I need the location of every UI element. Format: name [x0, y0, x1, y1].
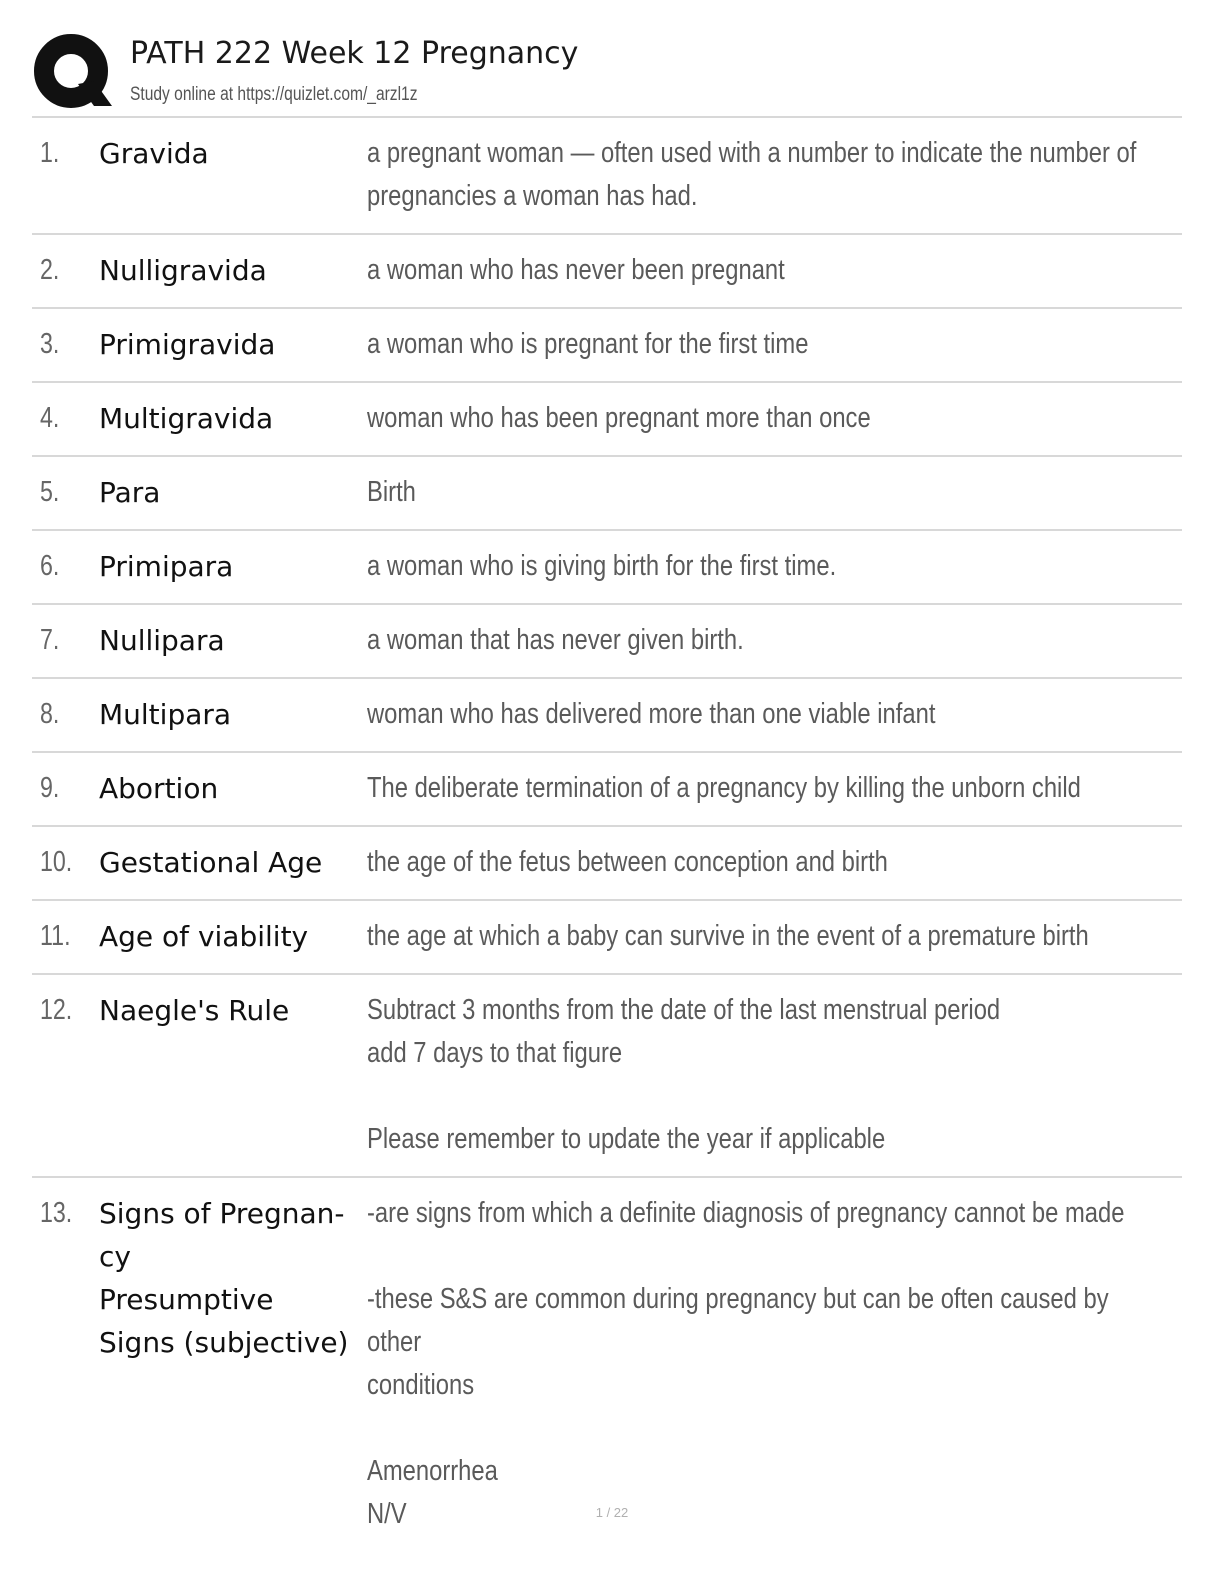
- card-term: Abortion: [99, 772, 219, 805]
- card-term: Gravida: [99, 137, 209, 170]
- card-number: 2.: [40, 254, 60, 286]
- flashcard-row: [32, 457, 1182, 531]
- card-definition: a woman who is giving birth for the first time.: [367, 550, 837, 582]
- card-definition: a woman who has never been pregnant: [367, 254, 785, 286]
- flashcard-row: [32, 605, 1182, 679]
- card-term: Nullipara: [99, 624, 225, 657]
- card-number: 1.: [40, 137, 60, 169]
- flashcard-row: [32, 118, 1182, 235]
- card-term: Nulligravida: [99, 254, 267, 287]
- flashcard-row: [32, 1178, 1182, 1551]
- card-definition: a woman who is pregnant for the first time: [367, 328, 809, 360]
- page-number: 1 / 22: [595, 1505, 629, 1520]
- card-definition: woman who has delivered more than one viable infant: [367, 698, 936, 730]
- card-number: 11.: [40, 920, 71, 952]
- card-term: Para: [99, 476, 161, 509]
- flashcard-row: [32, 901, 1182, 975]
- card-number: 13.: [40, 1197, 73, 1229]
- card-term: Multigravida: [99, 402, 274, 435]
- card-definition: The deliberate termination of a pregnancy by killing the unborn child: [367, 772, 1081, 804]
- card-term: Multipara: [99, 698, 232, 731]
- flashcard-row: [32, 679, 1182, 753]
- card-definition: Birth: [367, 476, 416, 508]
- card-term: Gestational Age: [99, 846, 323, 879]
- card-number: 4.: [40, 402, 60, 434]
- quizlet-logo-icon: [34, 34, 114, 114]
- study-online-link[interactable]: Study online at https://quizlet.com/_arzl1z: [130, 84, 418, 105]
- flashcard-row: [32, 309, 1182, 383]
- card-number: 10.: [40, 846, 73, 878]
- card-number: 7.: [40, 624, 60, 656]
- card-number: 9.: [40, 772, 60, 804]
- card-number: 3.: [40, 328, 60, 360]
- flashcard-row: [32, 531, 1182, 605]
- card-definition: woman who has been pregnant more than once: [367, 402, 871, 434]
- flashcard-row: [32, 827, 1182, 901]
- card-term: Naegle's Rule: [99, 994, 290, 1027]
- card-term: Age of viability: [99, 920, 309, 953]
- card-term: Primipara: [99, 550, 234, 583]
- card-definition: -are signs from which a definite diagnosis of pregnancy cannot be made -these S&S are common during pregnancy but can be often caused by other conditions Amenorrhea N/V: [367, 1197, 1125, 1530]
- flashcard-row: [32, 235, 1182, 309]
- card-term: Signs of Pregnan- cy Presumptive Signs (subjective): [99, 1197, 349, 1359]
- flashcard-row: [32, 975, 1182, 1178]
- card-definition: a pregnant woman — often used with a number to indicate the number of pregnancies a woman has had.: [367, 137, 1137, 212]
- card-definition: the age at which a baby can survive in the event of a premature birth: [367, 920, 1089, 952]
- card-number: 8.: [40, 698, 60, 730]
- flashcard-list: [32, 116, 1182, 1551]
- flashcard-row: [32, 383, 1182, 457]
- card-term: Primigravida: [99, 328, 276, 361]
- card-definition: Subtract 3 months from the date of the last menstrual period add 7 days to that figure Please remember to update the year if applicable: [367, 994, 1001, 1155]
- flashcard-row: [32, 753, 1182, 827]
- page-title: PATH 222 Week 12 Pregnancy: [130, 36, 579, 71]
- card-definition: the age of the fetus between conception and birth: [367, 846, 888, 878]
- page-header: [32, 30, 1182, 116]
- card-number: 5.: [40, 476, 60, 508]
- card-definition: a woman that has never given birth.: [367, 624, 744, 656]
- card-number: 12.: [40, 994, 73, 1026]
- card-number: 6.: [40, 550, 60, 582]
